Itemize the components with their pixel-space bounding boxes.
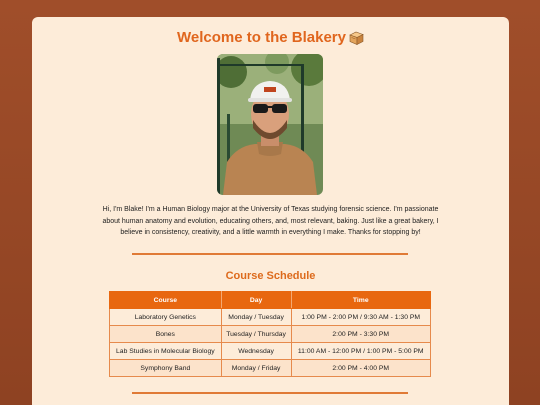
course-cell: Symphony Band: [110, 360, 222, 377]
course-cell: Bones: [110, 326, 222, 343]
course-cell: Lab Studies in Molecular Biology: [110, 343, 222, 360]
table-row: [110, 326, 431, 343]
profile-photo: [217, 54, 323, 195]
bio-text: Hi, I'm Blake! I'm a Human Biology major at the University of Texas studying forensic science. I'm passionate about human anatomy and evolution, educating others, and, most relevant, baking. Just like a great bakery, I believe in consistency, creativity, and a little warmth in everything I make. Thanks for stopping by!: [102, 206, 439, 236]
course-schedule-title: Course Schedule: [225, 270, 316, 282]
table-row: [110, 309, 431, 326]
time-cell: 2:00 PM - 4:00 PM: [291, 360, 431, 377]
time-cell: 1:00 PM - 2:00 PM / 9:30 AM - 1:30 PM: [291, 309, 431, 326]
divider: [132, 392, 408, 394]
time-cell: 11:00 AM - 12:00 PM / 1:00 PM - 5:00 PM: [291, 343, 431, 360]
divider: [132, 253, 408, 255]
table-row: [110, 343, 431, 360]
page-title: [32, 29, 509, 49]
content-card: [32, 17, 509, 405]
day-cell: Monday / Friday: [221, 360, 291, 377]
column-header-day: Day: [221, 292, 291, 309]
page-title-text: Welcome to the Blakery: [177, 29, 346, 46]
table-header-row: [110, 292, 431, 309]
course-schedule-table: [109, 291, 431, 377]
course-cell: Laboratory Genetics: [110, 309, 222, 326]
bread-box-icon: [349, 31, 364, 49]
day-cell: Wednesday: [221, 343, 291, 360]
day-cell: Monday / Tuesday: [221, 309, 291, 326]
table-row: [110, 360, 431, 377]
column-header-course: Course: [110, 292, 222, 309]
column-header-time: Time: [291, 292, 431, 309]
day-cell: Tuesday / Thursday: [221, 326, 291, 343]
time-cell: 2:00 PM - 3:30 PM: [291, 326, 431, 343]
